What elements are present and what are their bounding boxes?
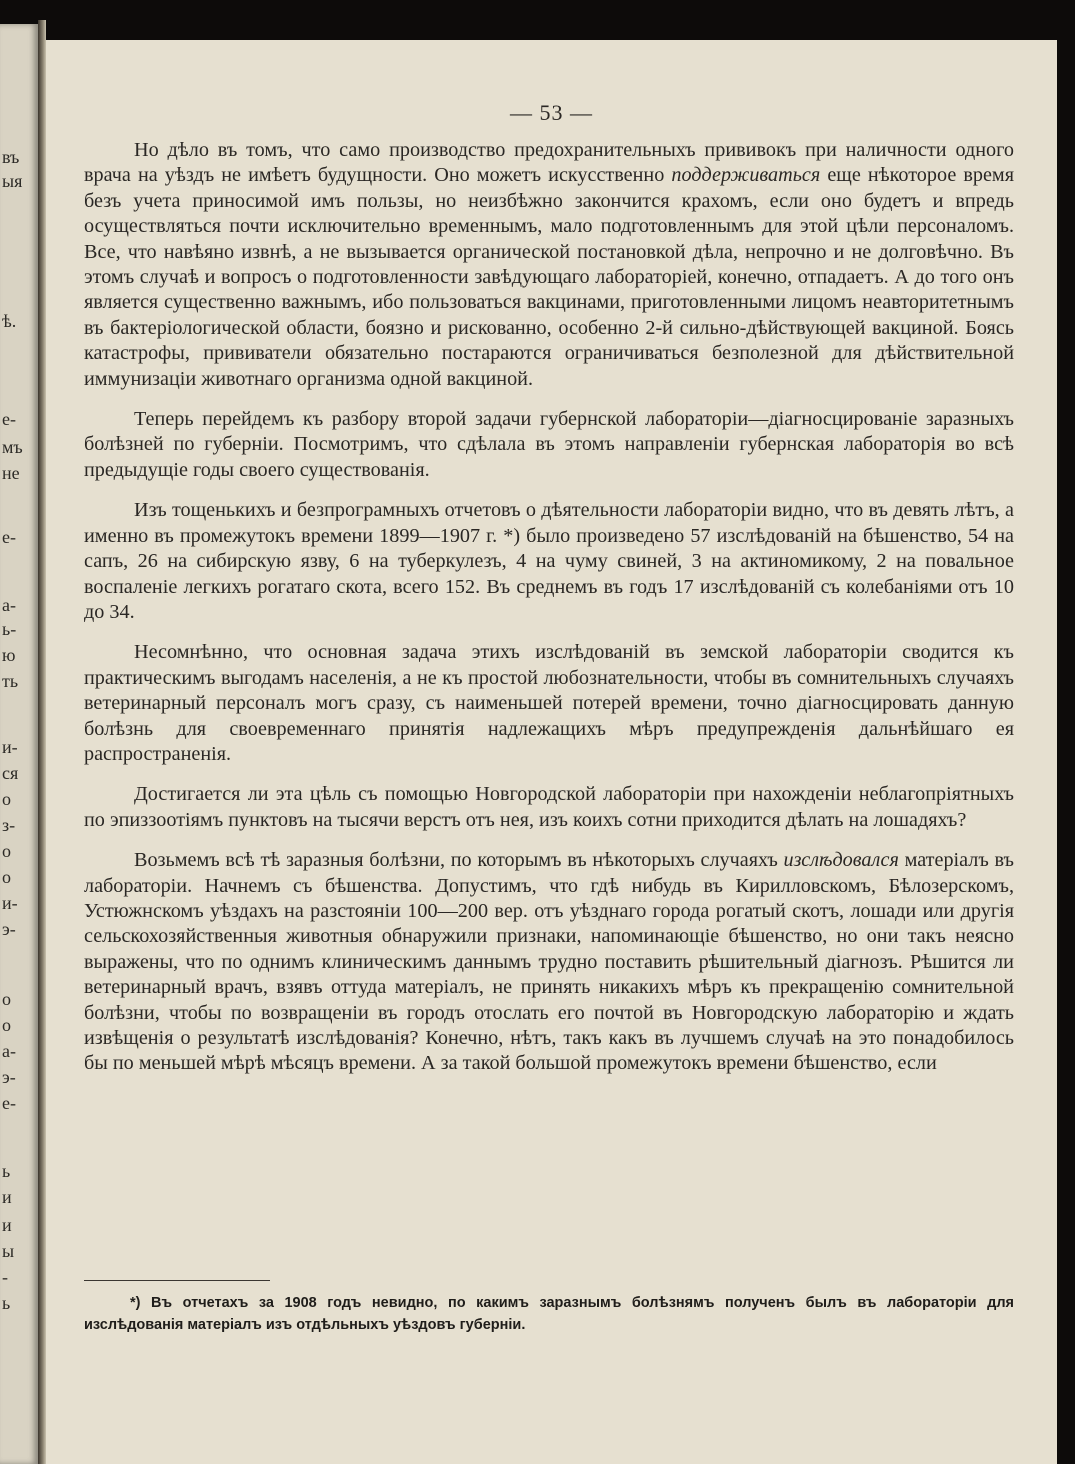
paragraph-text: матеріалъ въ лабораторіи. Начнемъ съ бѣшенства. Допустимъ, что гдѣ нибудь въ Кирилловскомъ, Бѣлозерскомъ, Устюжнскомъ уѣздахъ на разстояніи 100—200 вер. отъ уѣзднаго города рогатый скотъ, лошади или другія сельскохозяйственныя животныя обнаружили признаки, напоминающіе бѣшенство, но они такъ неясно выражены, что по однимъ клиническимъ даннымъ трудно поставить рѣшительный діагнозъ. Рѣшится ли ветеринарный врачъ, взявъ оттуда матеріалъ, не принять никакихъ мѣръ къ прекращенію сомнительной болѣзни, чтобы по возвращеніи въ городъ отослать его почтой въ Новгородскую лабораторію и ждать извѣщенія о результатѣ изслѣдованія? Конечно, нѣтъ, такъ какъ въ лучшемъ случаѣ на это понадобилось бы по меньшей мѣрѣ мѣсяцъ времени. А за такой большой промежутокъ времени бѣшенство, если bbox=[84, 849, 1014, 1075]
left-page-fragment: о bbox=[2, 841, 11, 861]
left-page-fragment: ь bbox=[2, 1161, 11, 1181]
paragraph bbox=[84, 640, 1014, 767]
left-page-fragment: з- bbox=[2, 815, 16, 835]
paragraph bbox=[84, 407, 1014, 483]
paragraph-text: Изъ тощенькихъ и безпрограмныхъ отчетовъ о дѣятельности лабораторіи видно, что въ девять лѣтъ, а именно въ промежутокъ времени 1899—1907 г. *) было произведено 57 изслѣдованій на бѣшенство, 54 на сапъ, 26 на сибирскую язву, 6 на туберкулезъ, 4 на чуму свиней, 3 на актиномикому, 2 на повальное воспаленіе легкихъ рогатаго скота, всего 152. Въ среднемъ въ годъ 17 изслѣдованій съ колебаніями отъ 10 до 34. bbox=[84, 499, 1014, 623]
left-page-fragment: ся bbox=[2, 763, 19, 783]
left-page-fragment: ь bbox=[2, 1293, 11, 1313]
left-page-fragment: и- bbox=[2, 893, 18, 913]
paragraph bbox=[84, 138, 1014, 392]
footnote-rule bbox=[84, 1280, 270, 1281]
left-page-fragment: и- bbox=[2, 737, 18, 757]
left-page-fragment: о bbox=[2, 989, 11, 1009]
left-page-fragment: е- bbox=[2, 527, 16, 547]
italic-text: поддерживаться bbox=[671, 164, 821, 187]
paragraph-text: Но дѣло въ томъ, что само производство предохранительныхъ прививокъ при наличности одного врача на уѣздъ не имѣетъ будущности. Оно можетъ искусственно bbox=[84, 139, 1014, 187]
body-text bbox=[84, 138, 1014, 1077]
left-page-fragment: о bbox=[2, 1015, 11, 1035]
left-page-fragment: э- bbox=[2, 1067, 16, 1087]
left-page-fragment: е- bbox=[2, 409, 16, 429]
left-page-fragment: и bbox=[2, 1187, 12, 1207]
book-gutter bbox=[38, 20, 46, 1464]
left-page-fragment: мъ bbox=[2, 437, 23, 457]
left-page-fragment: ть bbox=[2, 671, 19, 691]
paragraph-text: еще нѣкоторое время безъ учета приносимой имъ пользы, но неизбѣжно закончится крахомъ, если оно будетъ и впредь осуществляться почти исключительно временнымъ, мало подготовленнымъ для этой цѣли персоналомъ. Все, что навѣяно извнѣ, а не вызывается органической постановкой дѣла, непрочно и не долговѣчно. Въ этомъ случаѣ и вопросъ о подготовленности завѣдующаго лабораторіей, конечно, отпадаетъ. А до того онъ является существенно важнымъ, ибо пользоваться вакцинами, приготовленными лицомъ неавторитетнымъ въ бактеріологической области, боязно и рискованно, особенно 2-й сильно-дѣйствующей вакциной. Боясь катастрофы, прививатели обязательно постараются ограничиваться безполезной для дѣйствительной иммунизаціи животнаго организма одной вакциной. bbox=[84, 164, 1014, 390]
left-page-fragment: э- bbox=[2, 919, 16, 939]
left-page-fragment: - bbox=[2, 1267, 8, 1287]
left-page-fragment: ѣ. bbox=[2, 311, 17, 331]
left-page-fragment: е- bbox=[2, 1093, 16, 1113]
paragraph-text: Теперь перейдемъ къ разбору второй задачи губернской лабораторіи—діагносцированіе заразныхъ болѣзней по губерніи. Посмотримъ, что сдѣлала въ этомъ направленіи губернская лабораторія во всѣ предыдущіе годы своего существованія. bbox=[84, 408, 1014, 481]
paragraph-text: Возьмемъ всѣ тѣ заразныя болѣзни, по которымъ въ нѣкоторыхъ случаяхъ bbox=[134, 849, 784, 872]
paragraph-text: Достигается ли эта цѣль съ помощью Новгородской лабораторіи при нахожденіи неблагопріятныхъ по эпиззоотіямъ пунктовъ на тысячи верстъ отъ нея, изъ коихъ сотни приходится дѣлать на лошадяхъ? bbox=[84, 783, 1014, 831]
left-page-fragment: въ bbox=[2, 147, 20, 167]
paragraph bbox=[84, 498, 1014, 625]
left-page-fragment: не bbox=[2, 463, 20, 483]
scan-border bbox=[1057, 20, 1075, 1464]
left-page-fragment: а- bbox=[2, 1041, 16, 1061]
left-page-fragment: и bbox=[2, 1215, 12, 1235]
left-page-fragment: а- bbox=[2, 595, 16, 615]
paragraph bbox=[84, 848, 1014, 1077]
left-page-fragment: ю bbox=[2, 645, 16, 665]
left-page-edge bbox=[0, 24, 38, 1464]
left-page-fragment: о bbox=[2, 867, 11, 887]
paragraph bbox=[84, 782, 1014, 833]
left-page-fragment: ь- bbox=[2, 619, 17, 639]
left-page-fragment: о bbox=[2, 789, 11, 809]
paragraph-text: Несомнѣнно, что основная задача этихъ изслѣдованій въ земской лабораторіи сводится къ практическимъ выгодамъ населенія, а не къ простой любознательности, чтобы въ сомнительныхъ случаяхъ ветеринарный персоналъ могъ сразу, съ наименьшей потерей времени, точно діагносцировать данную болѣзнь для своевременнаго принятія надлежащихъ мѣръ предупрежденія дальнѣйшаго ея распространенія. bbox=[84, 641, 1014, 765]
page-number: — 53 — bbox=[510, 100, 593, 125]
book-page bbox=[46, 40, 1057, 1464]
left-page-fragment: ы bbox=[2, 1241, 15, 1261]
footnote: *) Въ отчетахъ за 1908 годъ невидно, по какимъ заразнымъ болѣзнямъ полученъ былъ въ лабораторіи для изслѣдованія матеріалъ изъ отдѣльныхъ уѣздовъ губерніи. bbox=[84, 1295, 1014, 1333]
italic-text: изслѣдовался bbox=[783, 849, 899, 872]
left-page-fragment: ыя bbox=[2, 171, 23, 191]
